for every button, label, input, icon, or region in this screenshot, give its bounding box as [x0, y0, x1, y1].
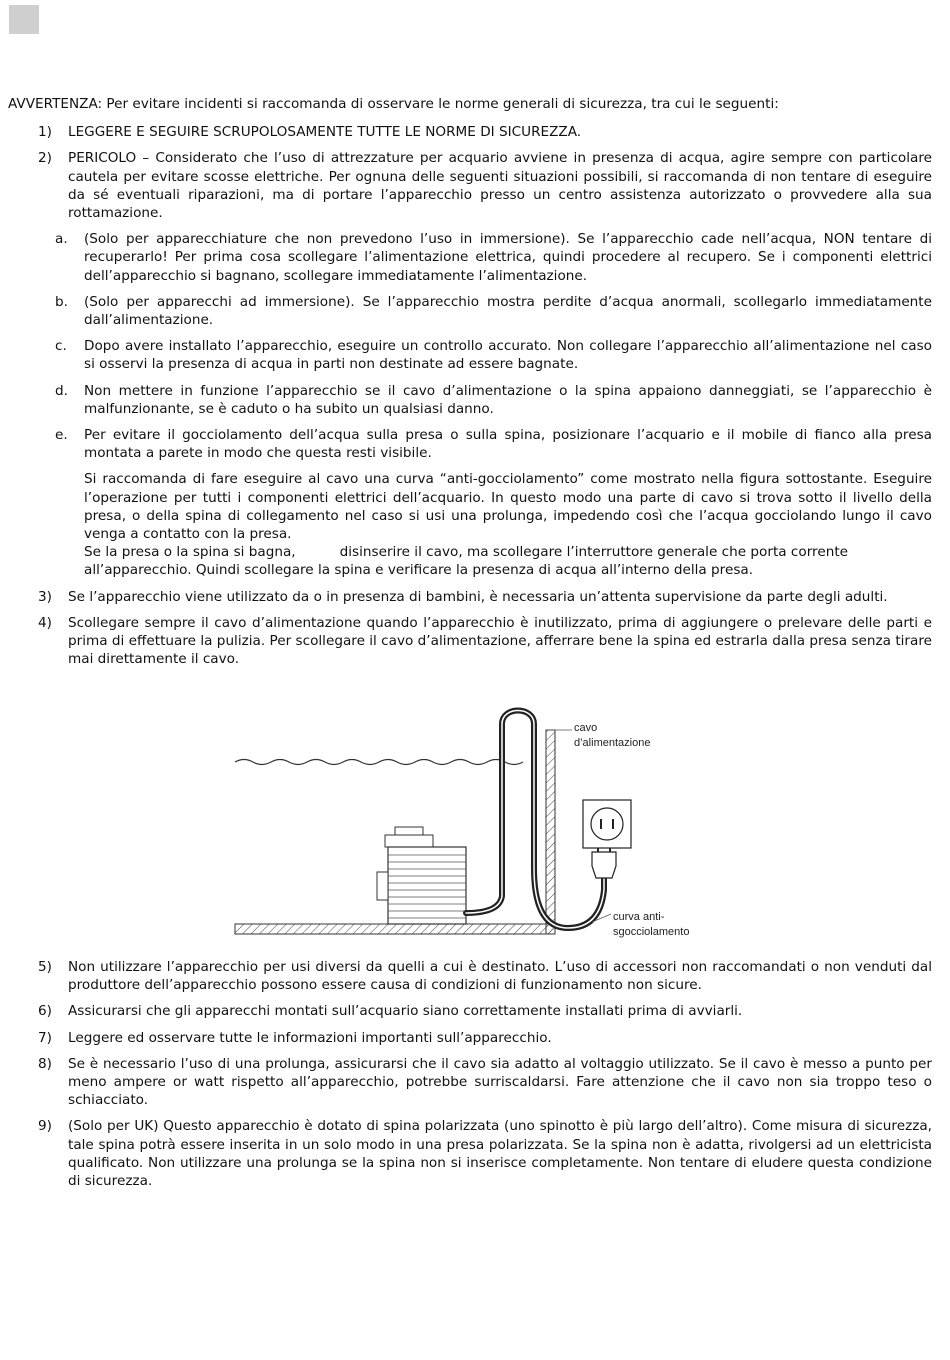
item-text: Se è necessario l’uso di una prolunga, assicurarsi che il cavo sia adatto al voltaggio utilizzato. Se il cavo è messo a punto per meno ampere or watt rispetto all’apparecchio, potrebbe surriscaldarsi. Fare attenzione che il cavo non sia troppo teso o schiacciato.: [68, 1055, 932, 1109]
sub-item-letter: d.: [55, 382, 68, 399]
list-item: [8, 1002, 932, 1020]
safety-instructions-continued: [8, 958, 932, 1198]
item-text: Leggere ed osservare tutte le informazioni importanti sull’apparecchio.: [68, 1029, 552, 1046]
warning-heading: AVVERTENZA: Per evitare incidenti si raccomanda di osservare le norme generali di sicurezza, tra cui le seguenti:: [8, 96, 779, 112]
sub-list-item: [8, 382, 932, 418]
tank-floor: [235, 924, 555, 934]
item-number: 8): [38, 1055, 52, 1072]
item-number: 6): [38, 1003, 52, 1020]
corner-mark: [9, 5, 39, 34]
list-item: [8, 614, 932, 669]
item-number: 3): [38, 588, 52, 605]
item-text: Assicurarsi che gli apparecchi montati sull’acquario siano correttamente installati prima di avviarli.: [68, 1003, 743, 1020]
note-paragraph: Si raccomanda di fare eseguire al cavo una curva “anti-gocciolamento” come mostrato nella figura sottostante. Eseguire l’operazione per tutti i componenti elettrici dell’acquario. In questo modo una parte di cavo si trova sotto il livello della presa, o della spina di collegamento nel caso si usi una prolunga, impedendo così che l’acqua gocciolando lungo il cavo venga a contatto con la presa.: [84, 471, 932, 543]
list-item: [8, 958, 932, 994]
sub-item-text: (Solo per apparecchi ad immersione). Se l’apparecchio mostra perdite d’acqua anormali, scollegarlo immediatamente dall’alimentazione.: [84, 293, 932, 329]
sub-item-text: Per evitare il gocciolamento dell’acqua sulla presa o sulla spina, posizionare l’acquario e il mobile di fianco alla presa montata a parete in modo che questa resti visibile.: [84, 427, 932, 462]
item-text: LEGGERE E SEGUIRE SCRUPOLOSAMENTE TUTTE LE NORME DI SICUREZZA.: [68, 124, 582, 141]
drip-loop-note: [8, 470, 932, 579]
wall-socket: [583, 800, 631, 848]
item-text: PERICOLO – Considerato che l’uso di attrezzature per acquario avviene in presenza di acqua, agire sempre con particolare cautela per evitare scosse elettriche. Per ognuna delle seguenti situazioni possibili, si raccomanda di non tentare di eseguire da sé eventuali riparazioni, ma di portare l’apparecchio presso un centro assistenza autorizzato o provvedere alla sua rottamazione.: [68, 150, 932, 222]
sub-item-text: (Solo per apparecchiature che non prevedono l’uso in immersione). Se l’apparecchio cade nell’acqua, NON tentare di recuperarlo! Per prima cosa scollegare l’alimentazione elettrica, quindi procedere al recupero. Se i componenti elettrici dell’apparecchio si bagnano, scollegare immediatamente l’alimentazione.: [84, 231, 932, 284]
water-surface-line: [235, 760, 523, 765]
item-number: 2): [38, 150, 52, 167]
label-drip-loop-2: sgocciolamento: [613, 926, 690, 938]
sub-item-letter: c.: [55, 338, 67, 355]
label-drip-loop-1: curva anti-: [613, 911, 665, 923]
pump-device: [377, 827, 466, 924]
note-text-end: disinserire il cavo, ma scollegare l’interruttore generale che porta corrente all’apparecchio. Quindi scollegare la spina e verificare la presenza di acqua all’interno della presa.: [84, 544, 849, 579]
sub-item-letter: b.: [55, 293, 68, 310]
item-number: 7): [38, 1029, 52, 1046]
list-item: [8, 1117, 932, 1190]
drip-loop-figure: [230, 700, 710, 945]
sub-item-text: Dopo avere installato l’apparecchio, eseguire un controllo accurato. Non collegare l’apparecchio all’alimentazione nel caso si osservi la presenza di acqua in parti non destinate ad essere bagnate.: [84, 338, 932, 373]
safety-instructions: [8, 95, 932, 676]
note-paragraph: [84, 543, 932, 579]
list-item: [8, 1029, 932, 1047]
item-text: Se l’apparecchio viene utilizzato da o in presenza di bambini, è necessaria un’attenta supervisione da parte degli adulti.: [68, 588, 888, 605]
note-text-start: Se la presa o la spina si bagna,: [84, 544, 296, 561]
sub-item-letter: a.: [55, 231, 68, 248]
sub-list-item: [8, 426, 932, 462]
list-item: [8, 123, 932, 141]
label-cable-1: cavo: [574, 722, 598, 734]
item-text: (Solo per UK) Questo apparecchio è dotato di spina polarizzata (uno spinotto è più largo dell’altro). Come misura di sicurezza, tale spina potrà essere inserita in un solo modo in una presa polarizzata. Se la spina non è adatta, rivolgersi ad un elettricista qualificato. Non utilizzare una prolunga se la spina non si inserisce completamente. Non tentare di eludere questa condizione di sicurezza.: [68, 1118, 932, 1190]
sub-item-text: Non mettere in funzione l’apparecchio se il cavo d’alimentazione o la spina appaiono danneggiati, se l’apparecchio è malfunzionante, se è caduto o ha subito un qualsiasi danno.: [84, 382, 932, 417]
list-item: [8, 149, 932, 222]
list-item: [8, 1055, 932, 1110]
item-number: 9): [38, 1118, 52, 1135]
item-number: 1): [38, 124, 52, 141]
item-text: Scollegare sempre il cavo d’alimentazione quando l’apparecchio è inutilizzato, prima di aggiungere o prelevare delle parti e prima di effettuare la pulizia. Per scollegare il cavo d’alimentazione, afferrare bene la spina ed estrarla dalla presa senza tirare mai direttamente il cavo.: [68, 614, 932, 668]
sub-list-item: [8, 230, 932, 285]
list-item: [8, 588, 932, 606]
item-number: 4): [38, 614, 52, 631]
item-number: 5): [38, 959, 52, 975]
sub-list-item: [8, 293, 932, 329]
sub-item-letter: e.: [55, 427, 68, 444]
item-text: Non utilizzare l’apparecchio per usi diversi da quelli a cui è destinato. L’uso di accessori non raccomandati o non venduti dal produttore dell’apparecchio possono essere causa di condizioni di funzionamento non sicure.: [68, 959, 932, 994]
tank-wall: [546, 730, 555, 934]
sub-list-item: [8, 337, 932, 373]
label-cable-2: d’alimentazione: [574, 737, 651, 749]
